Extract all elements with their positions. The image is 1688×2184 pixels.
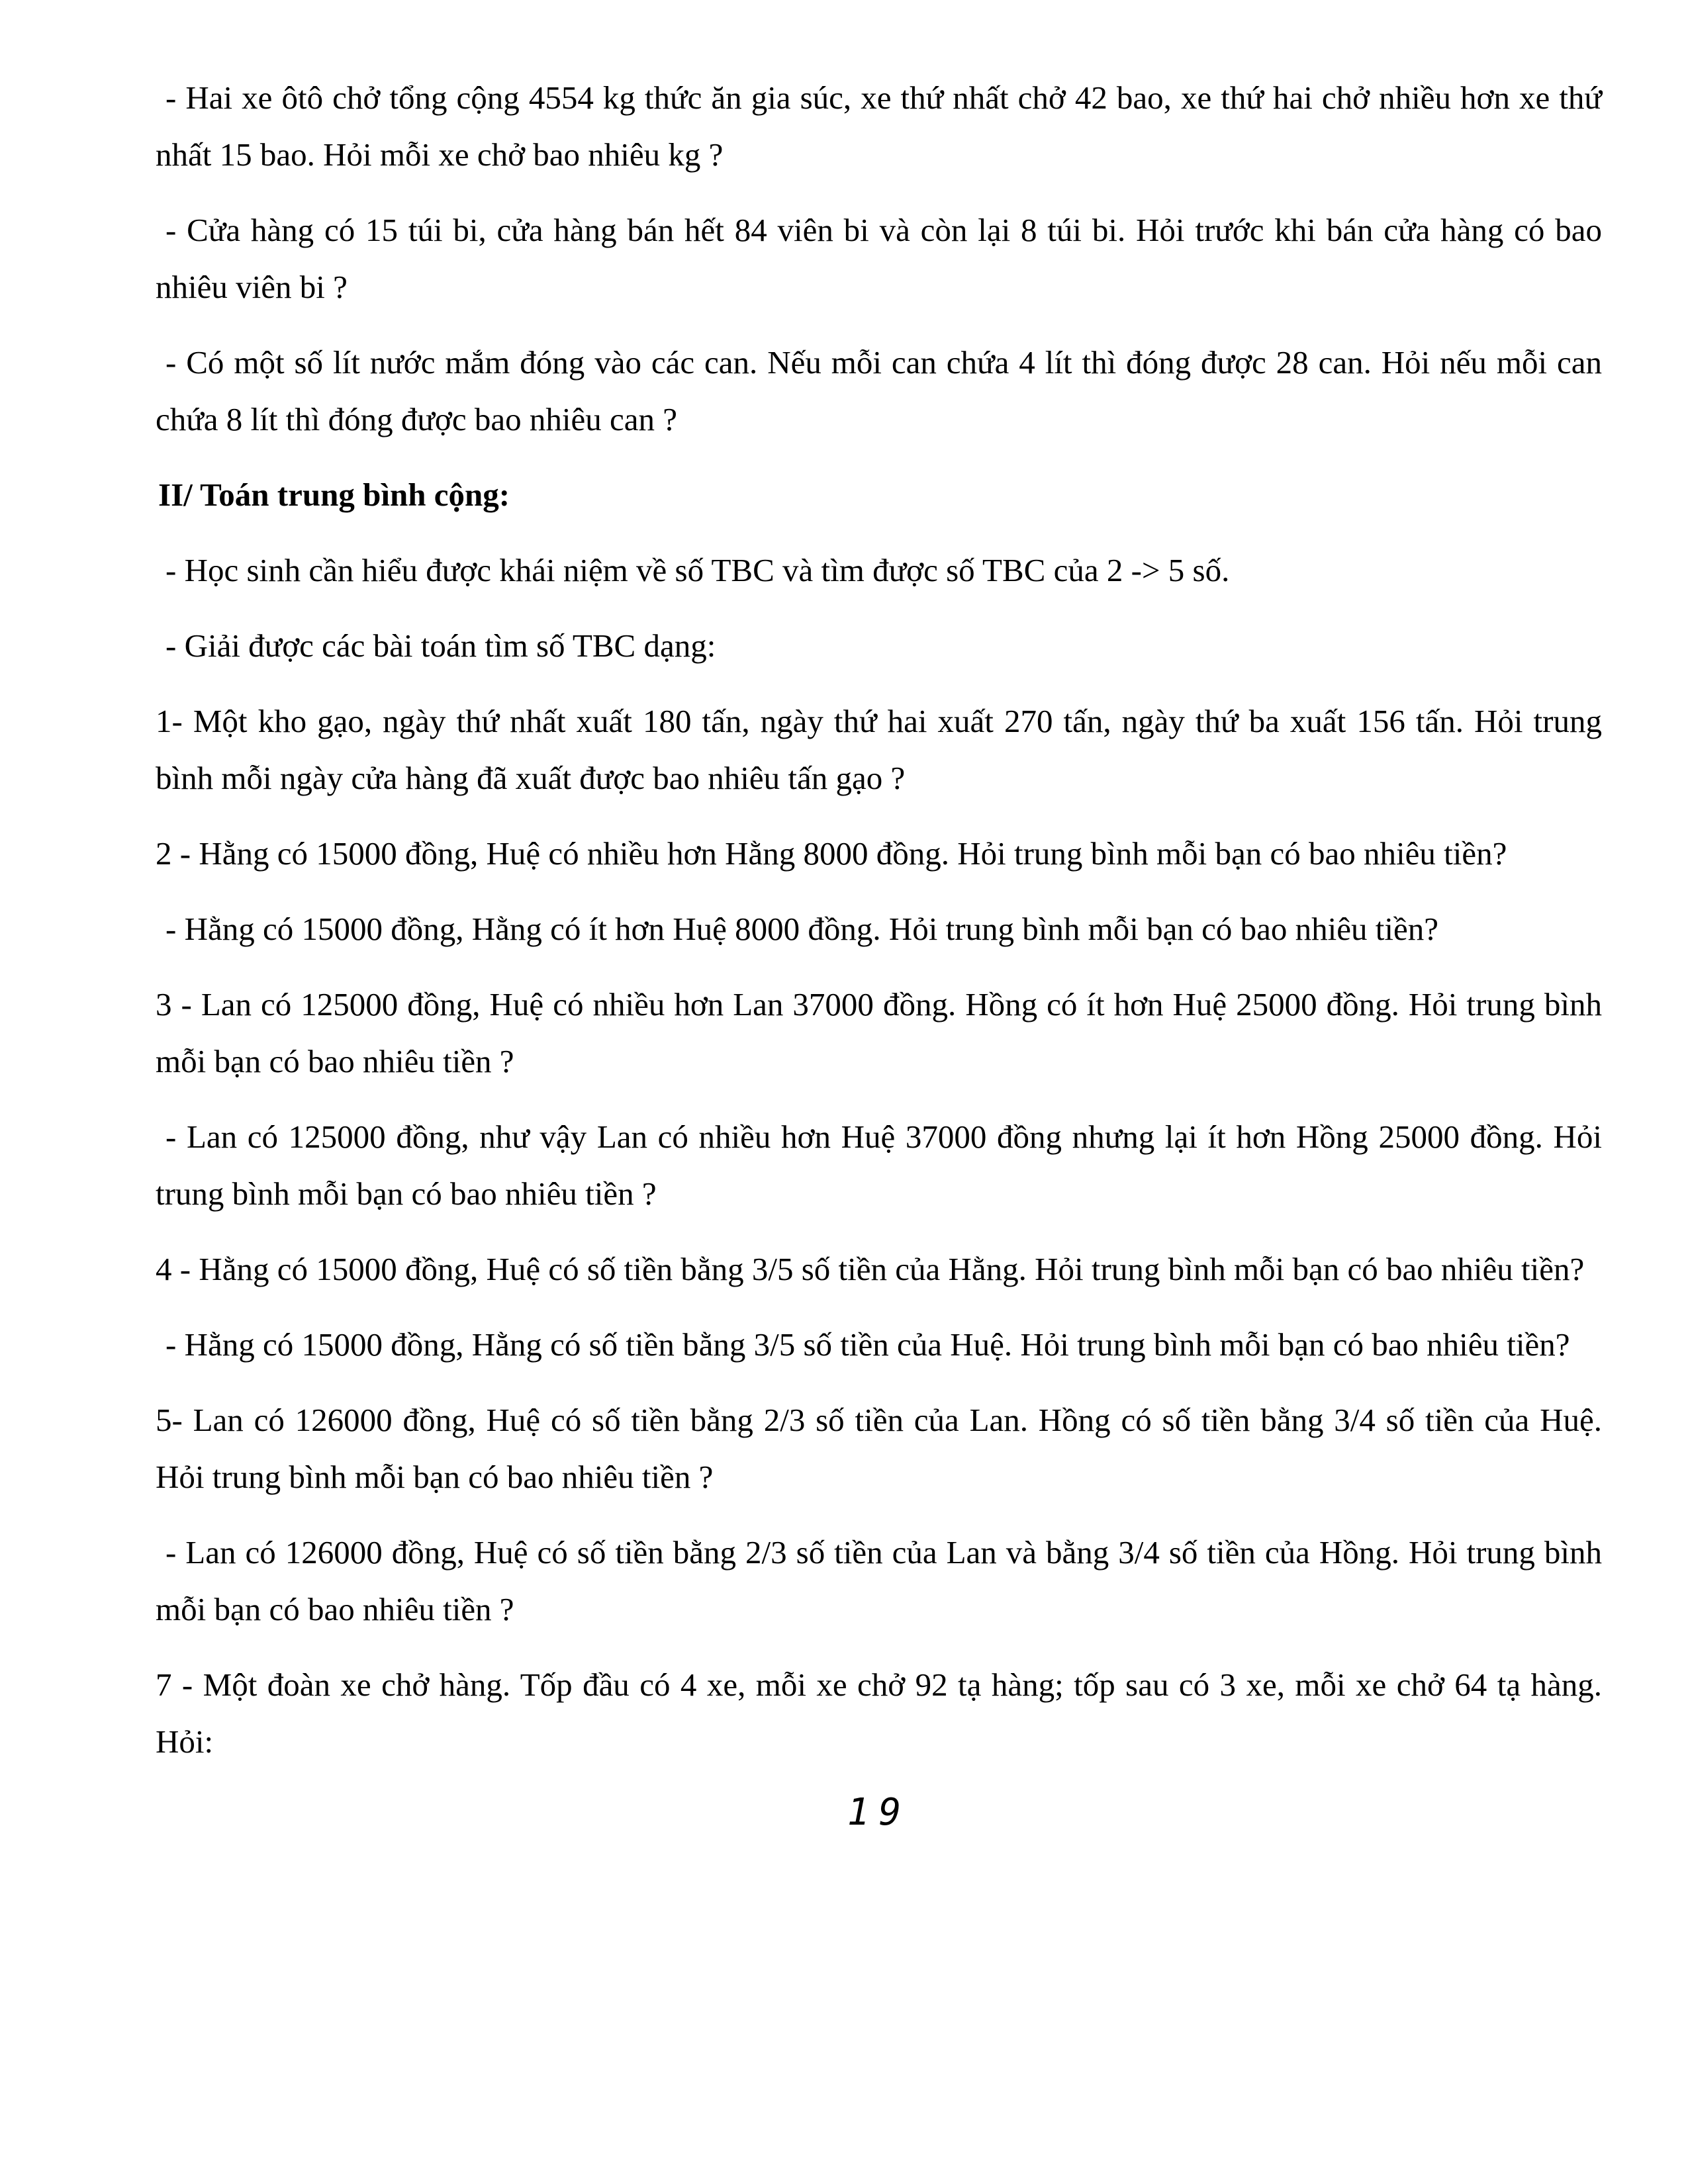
section-heading: II/ Toán trung bình cộng:: [158, 477, 510, 513]
page-number: 19: [847, 1791, 911, 1834]
paragraph: - Lan có 125000 đồng, như vậy Lan có nhiều hơn Huệ 37000 đồng nhưng lại ít hơn Hồng 25000 đồng. Hỏi trung bình mỗi bạn có bao nhiêu tiền ?: [156, 1118, 1602, 1212]
paragraph: 2 - Hằng có 15000 đồng, Huệ có nhiều hơn Hằng 8000 đồng. Hỏi trung bình mỗi bạn có bao nhiêu tiền?: [156, 835, 1507, 872]
paragraph: - Lan có 126000 đồng, Huệ có số tiền bằng 2/3 số tiền của Lan và bằng 3/4 số tiền của Hồng. Hỏi trung bình mỗi bạn có bao nhiêu tiền ?: [156, 1534, 1602, 1627]
paragraph: - Hai xe ôtô chở tổng cộng 4554 kg thức ăn gia súc, xe thứ nhất chở 42 bao, xe thứ hai chở nhiều hơn xe thứ nhất 15 bao. Hỏi mỗi xe chở bao nhiêu kg ?: [156, 79, 1602, 173]
paragraph: 1- Một kho gạo, ngày thứ nhất xuất 180 tấn, ngày thứ hai xuất 270 tấn, ngày thứ ba xuất 156 tấn. Hỏi trung bình mỗi ngày cửa hàng đã xuất được bao nhiêu tấn gạo ?: [156, 703, 1602, 796]
paragraph: 3 - Lan có 125000 đồng, Huệ có nhiều hơn Lan 37000 đồng. Hồng có ít hơn Huệ 25000 đồng. Hỏi trung bình mỗi bạn có bao nhiêu tiền ?: [156, 986, 1602, 1079]
paragraph: 5- Lan có 126000 đồng, Huệ có số tiền bằng 2/3 số tiền của Lan. Hồng có số tiền bằng 3/4 số tiền của Huệ. Hỏi trung bình mỗi bạn có bao nhiêu tiền ?: [156, 1402, 1602, 1495]
paragraph: - Học sinh cần hiểu được khái niệm về số TBC và tìm được số TBC của 2 -> 5 số.: [165, 552, 1230, 588]
document-body: [156, 69, 1602, 1770]
paragraph: 4 - Hằng có 15000 đồng, Huệ có số tiền bằng 3/5 số tiền của Hằng. Hỏi trung bình mỗi bạn có bao nhiêu tiền?: [156, 1251, 1585, 1287]
paragraph: 7 - Một đoàn xe chở hàng. Tốp đầu có 4 xe, mỗi xe chở 92 tạ hàng; tốp sau có 3 xe, mỗi xe chở 64 tạ hàng. Hỏi:: [156, 1666, 1602, 1760]
paragraph: - Cửa hàng có 15 túi bi, cửa hàng bán hết 84 viên bi và còn lại 8 túi bi. Hỏi trước khi bán cửa hàng có bao nhiêu viên bi ?: [156, 212, 1602, 305]
paragraph: - Giải được các bài toán tìm số TBC dạng:: [165, 627, 716, 664]
paragraph: - Hằng có 15000 đồng, Hằng có ít hơn Huệ 8000 đồng. Hỏi trung bình mỗi bạn có bao nhiêu tiền?: [165, 911, 1438, 947]
paragraph: - Có một số lít nước mắm đóng vào các can. Nếu mỗi can chứa 4 lít thì đóng được 28 can. Hỏi nếu mỗi can chứa 8 lít thì đóng được bao nhiêu can ?: [156, 344, 1602, 437]
paragraph: - Hằng có 15000 đồng, Hằng có số tiền bằng 3/5 số tiền của Huệ. Hỏi trung bình mỗi bạn có bao nhiêu tiền?: [165, 1326, 1570, 1363]
